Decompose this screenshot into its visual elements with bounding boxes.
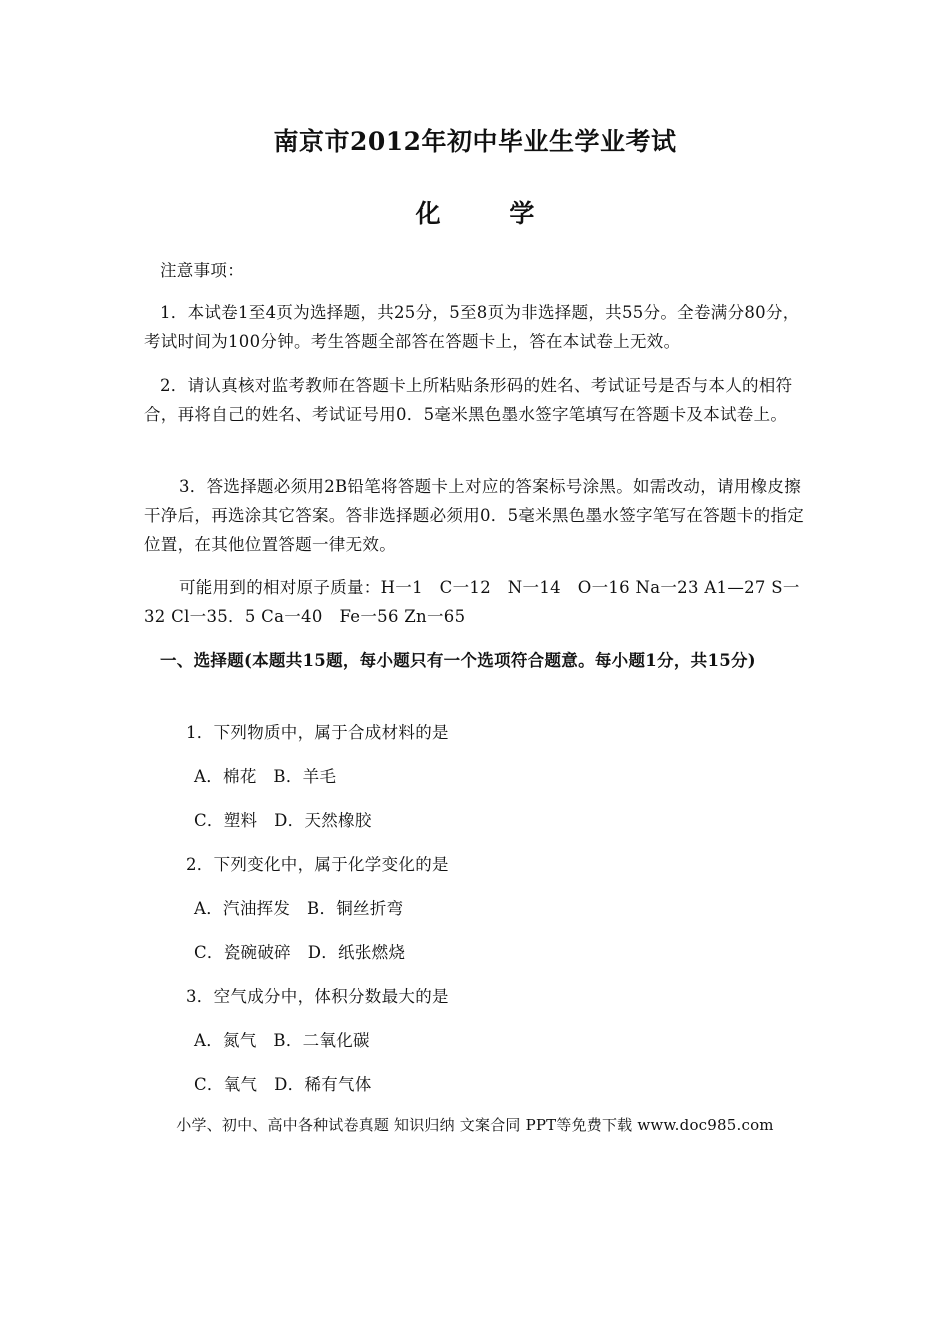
question-3-options-cd: C．氧气 D．稀有气体: [194, 1075, 372, 1094]
footer-ad: 小学、初中、高中各种试卷真题 知识归纳 文案合同 PPT等免费下载 www.doc985.com: [176, 1116, 774, 1134]
exam-title: 南京市2012年初中毕业生学业考试: [273, 127, 677, 156]
atomic-masses: 可能用到的相对原子质量：H一1 C一12 N一14 O一16 Na一23 A1—27 S一32 Cl一35．5 Ca一40 Fe一56 Zn一65: [144, 578, 800, 626]
question-2-options-cd: C．瓷碗破碎 D．纸张燃烧: [194, 943, 406, 962]
section-heading: 一、选择题(本题共15题，每小题只有一个选项符合题意。每小题1分，共15分): [160, 651, 756, 670]
question-1-options-ab: A．棉花 B．羊毛: [194, 767, 337, 786]
question-2-options-ab: A．汽油挥发 B．铜丝折弯: [194, 899, 404, 918]
note-item-1: 1．本试卷1至4页为选择题，共25分，5至8页为非选择题，共55分。全卷满分80分，考试时间为100分钟。考生答题全部答在答题卡上，答在本试卷上无效。: [144, 303, 800, 351]
question-1-options-cd: C．塑料 D．天然橡胶: [194, 811, 372, 830]
exam-subject: 化 学: [415, 199, 565, 228]
question-1-stem: 1．下列物质中，属于合成材料的是: [186, 723, 449, 742]
note-item-3: 3．答选择题必须用2B铅笔将答题卡上对应的答案标号涂黑。如需改动，请用橡皮擦干净后，再选涂其它答案。答非选择题必须用0．5毫米黑色墨水签字笔写在答题卡的指定位置，在其他位置答题一律无效。: [144, 477, 804, 554]
question-3-options-ab: A．氮气 B．二氧化碳: [194, 1031, 370, 1050]
question-3-stem: 3．空气成分中，体积分数最大的是: [186, 987, 449, 1006]
note-item-2: 2．请认真核对监考教师在答题卡上所粘贴条形码的姓名、考试证号是否与本人的相符合，再将自己的姓名、考试证号用0．5毫米黑色墨水签字笔填写在答题卡及本试卷上。: [144, 376, 793, 424]
notes-heading: 注意事项：: [160, 261, 244, 280]
question-2-stem: 2．下列变化中，属于化学变化的是: [186, 855, 449, 874]
